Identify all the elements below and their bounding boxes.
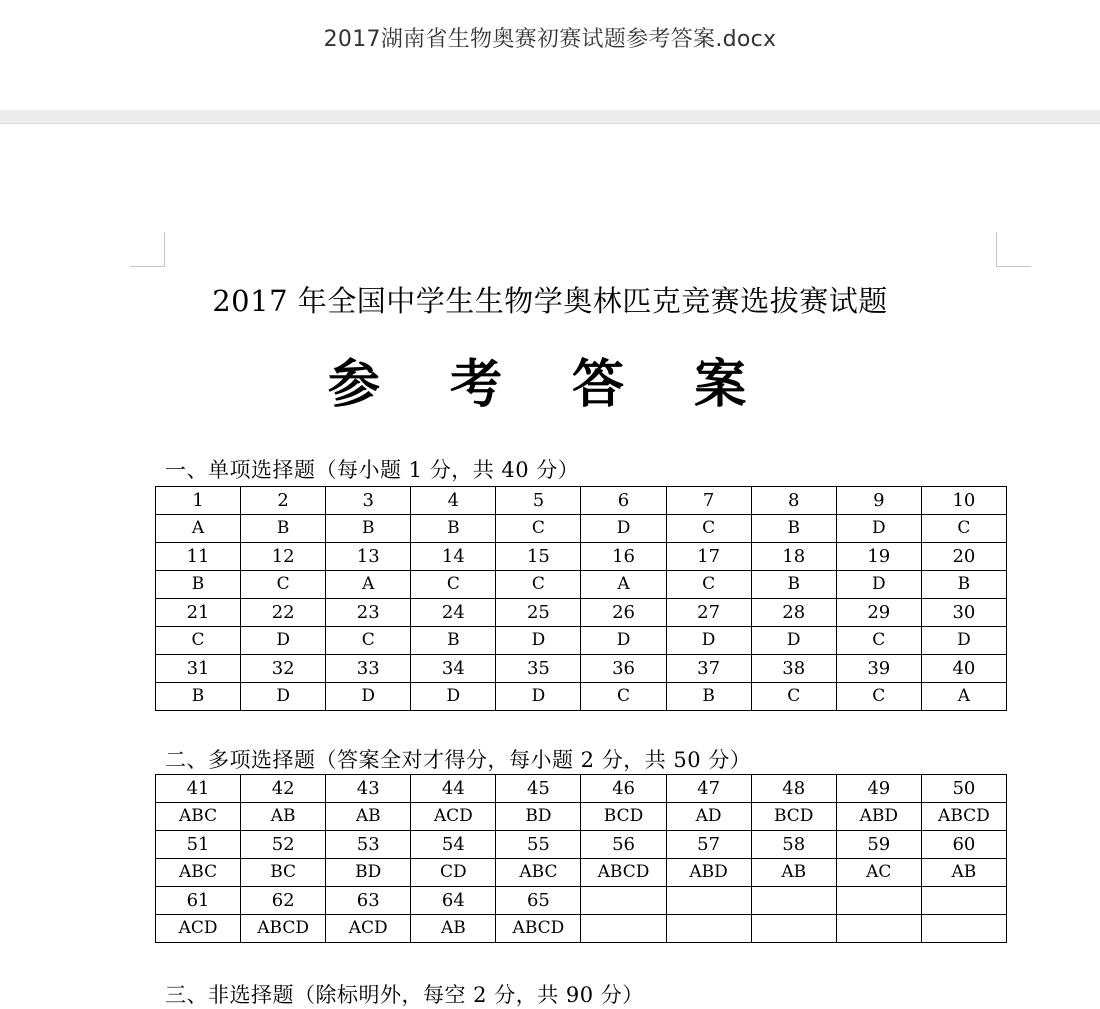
question-number-cell: 13	[326, 543, 411, 571]
answer-cell: B	[326, 515, 411, 543]
answer-cell: C	[836, 627, 921, 655]
answer-row	[156, 859, 1007, 887]
question-number-cell: 54	[411, 831, 496, 859]
question-number-cell: 65	[496, 887, 581, 915]
question-number-cell	[666, 887, 751, 915]
question-number-cell: 31	[156, 655, 241, 683]
answer-cell: BCD	[751, 803, 836, 831]
question-number-cell: 47	[666, 775, 751, 803]
answer-cell: BCD	[581, 803, 666, 831]
answer-cell: AB	[326, 803, 411, 831]
question-number-cell: 56	[581, 831, 666, 859]
question-number-cell: 7	[666, 487, 751, 515]
answer-cell: A	[921, 683, 1006, 711]
answer-cell: D	[581, 515, 666, 543]
question-number-cell: 32	[241, 655, 326, 683]
question-number-cell: 30	[921, 599, 1006, 627]
question-number-cell: 33	[326, 655, 411, 683]
answer-cell: D	[496, 627, 581, 655]
answer-cell: C	[496, 515, 581, 543]
question-number-cell: 46	[581, 775, 666, 803]
answer-cell: C	[496, 571, 581, 599]
answer-cell: A	[156, 515, 241, 543]
answer-cell: D	[666, 627, 751, 655]
answer-cell: A	[581, 571, 666, 599]
answer-cell: ABCD	[921, 803, 1006, 831]
question-number-cell: 2	[241, 487, 326, 515]
answer-cell: C	[836, 683, 921, 711]
question-number-cell: 27	[666, 599, 751, 627]
question-number-cell: 17	[666, 543, 751, 571]
question-number-cell: 34	[411, 655, 496, 683]
answer-row	[156, 683, 1007, 711]
answer-cell: ABC	[496, 859, 581, 887]
question-number-cell: 3	[326, 487, 411, 515]
question-number-row	[156, 831, 1007, 859]
answer-cell: AD	[666, 803, 751, 831]
question-number-cell: 43	[326, 775, 411, 803]
question-number-cell: 16	[581, 543, 666, 571]
answer-cell	[666, 915, 751, 943]
answer-cell: D	[241, 683, 326, 711]
question-number-cell: 37	[666, 655, 751, 683]
answer-cell	[836, 915, 921, 943]
answer-row	[156, 915, 1007, 943]
question-number-cell: 45	[496, 775, 581, 803]
question-number-cell: 59	[836, 831, 921, 859]
answer-cell: ACD	[411, 803, 496, 831]
question-number-cell: 5	[496, 487, 581, 515]
answer-cell: D	[496, 683, 581, 711]
answer-cell: C	[241, 571, 326, 599]
answer-cell: AB	[921, 859, 1006, 887]
answer-cell: D	[921, 627, 1006, 655]
answer-cell: ABD	[836, 803, 921, 831]
answer-row	[156, 571, 1007, 599]
question-number-cell	[751, 887, 836, 915]
answer-cell: ABCD	[241, 915, 326, 943]
section3-title: 三、非选择题（除标明外，每空 2 分，共 90 分）	[165, 983, 644, 1007]
document-subheading: 参 考 答 案	[327, 354, 773, 415]
multiple-choice-answer-table	[155, 774, 1007, 943]
answer-cell: ABCD	[496, 915, 581, 943]
question-number-cell: 35	[496, 655, 581, 683]
question-number-cell: 28	[751, 599, 836, 627]
answer-cell: AC	[836, 859, 921, 887]
answer-row	[156, 515, 1007, 543]
question-number-cell: 1	[156, 487, 241, 515]
answer-cell: ACD	[326, 915, 411, 943]
question-number-cell: 63	[326, 887, 411, 915]
question-number-cell: 52	[241, 831, 326, 859]
question-number-row	[156, 487, 1007, 515]
question-number-cell: 19	[836, 543, 921, 571]
document-heading: 2017 年全国中学生生物学奥林匹克竞赛选拔赛试题	[212, 284, 888, 318]
question-number-cell: 24	[411, 599, 496, 627]
answer-cell: B	[411, 515, 496, 543]
answer-cell: B	[241, 515, 326, 543]
question-number-cell	[581, 887, 666, 915]
answer-cell: BD	[326, 859, 411, 887]
question-number-cell: 29	[836, 599, 921, 627]
answer-cell: C	[581, 683, 666, 711]
question-number-cell: 48	[751, 775, 836, 803]
answer-cell: D	[581, 627, 666, 655]
question-number-cell: 14	[411, 543, 496, 571]
question-number-cell: 18	[751, 543, 836, 571]
answer-cell	[751, 915, 836, 943]
answer-cell: B	[156, 571, 241, 599]
section2-title: 二、多项选择题（答案全对才得分，每小题 2 分，共 50 分）	[165, 748, 752, 772]
single-choice-answer-table	[155, 486, 1007, 711]
answer-cell: AB	[411, 915, 496, 943]
question-number-row	[156, 655, 1007, 683]
answer-cell: B	[751, 571, 836, 599]
question-number-cell: 61	[156, 887, 241, 915]
question-number-cell: 49	[836, 775, 921, 803]
answer-cell: A	[326, 571, 411, 599]
answer-cell: ABC	[156, 803, 241, 831]
title-bar	[0, 0, 1100, 110]
question-number-cell	[921, 887, 1006, 915]
answer-cell	[921, 915, 1006, 943]
question-number-cell: 23	[326, 599, 411, 627]
answer-cell: BD	[496, 803, 581, 831]
question-number-cell: 57	[666, 831, 751, 859]
document-title: 2017湖南省生物奥赛初赛试题参考答案.docx	[323, 27, 777, 52]
question-number-cell: 25	[496, 599, 581, 627]
answer-cell: D	[411, 683, 496, 711]
question-number-cell: 6	[581, 487, 666, 515]
question-number-cell: 40	[921, 655, 1006, 683]
question-number-cell: 50	[921, 775, 1006, 803]
question-number-cell: 8	[751, 487, 836, 515]
answer-cell: D	[751, 627, 836, 655]
answer-cell: ABCD	[581, 859, 666, 887]
answer-cell: C	[411, 571, 496, 599]
question-number-cell: 64	[411, 887, 496, 915]
answer-cell: BC	[241, 859, 326, 887]
answer-cell: B	[156, 683, 241, 711]
question-number-cell: 20	[921, 543, 1006, 571]
margin-corner-mark-left	[130, 232, 165, 267]
answer-cell: D	[836, 571, 921, 599]
question-number-cell: 36	[581, 655, 666, 683]
question-number-cell: 38	[751, 655, 836, 683]
question-number-cell: 58	[751, 831, 836, 859]
answer-cell: CD	[411, 859, 496, 887]
answer-cell: AB	[751, 859, 836, 887]
question-number-cell: 11	[156, 543, 241, 571]
question-number-cell: 60	[921, 831, 1006, 859]
question-number-cell: 44	[411, 775, 496, 803]
question-number-cell: 21	[156, 599, 241, 627]
question-number-cell: 51	[156, 831, 241, 859]
answer-row	[156, 627, 1007, 655]
question-number-cell: 22	[241, 599, 326, 627]
answer-row	[156, 803, 1007, 831]
answer-cell: C	[666, 515, 751, 543]
answer-cell: C	[326, 627, 411, 655]
margin-corner-mark-right	[996, 232, 1031, 267]
question-number-cell: 26	[581, 599, 666, 627]
answer-cell: B	[921, 571, 1006, 599]
answer-cell: C	[156, 627, 241, 655]
answer-cell: ABC	[156, 859, 241, 887]
question-number-cell: 55	[496, 831, 581, 859]
answer-cell: ABD	[666, 859, 751, 887]
question-number-cell: 9	[836, 487, 921, 515]
question-number-cell: 12	[241, 543, 326, 571]
answer-cell: D	[836, 515, 921, 543]
question-number-cell: 62	[241, 887, 326, 915]
answer-cell: C	[666, 571, 751, 599]
question-number-cell: 39	[836, 655, 921, 683]
question-number-row	[156, 775, 1007, 803]
question-number-cell: 10	[921, 487, 1006, 515]
answer-cell: C	[751, 683, 836, 711]
question-number-row	[156, 599, 1007, 627]
question-number-cell: 53	[326, 831, 411, 859]
question-number-cell	[836, 887, 921, 915]
answer-cell: B	[751, 515, 836, 543]
document-page[interactable]	[0, 124, 1100, 1007]
answer-cell	[581, 915, 666, 943]
question-number-cell: 15	[496, 543, 581, 571]
section1-title: 一、单项选择题（每小题 1 分，共 40 分）	[165, 458, 580, 482]
question-number-cell: 42	[241, 775, 326, 803]
answer-cell: C	[921, 515, 1006, 543]
answer-cell: AB	[241, 803, 326, 831]
answer-cell: D	[326, 683, 411, 711]
question-number-row	[156, 543, 1007, 571]
question-number-row	[156, 887, 1007, 915]
question-number-cell: 41	[156, 775, 241, 803]
answer-cell: ACD	[156, 915, 241, 943]
answer-cell: B	[411, 627, 496, 655]
question-number-cell: 4	[411, 487, 496, 515]
answer-cell: D	[241, 627, 326, 655]
page-separator	[0, 110, 1100, 124]
answer-cell: B	[666, 683, 751, 711]
